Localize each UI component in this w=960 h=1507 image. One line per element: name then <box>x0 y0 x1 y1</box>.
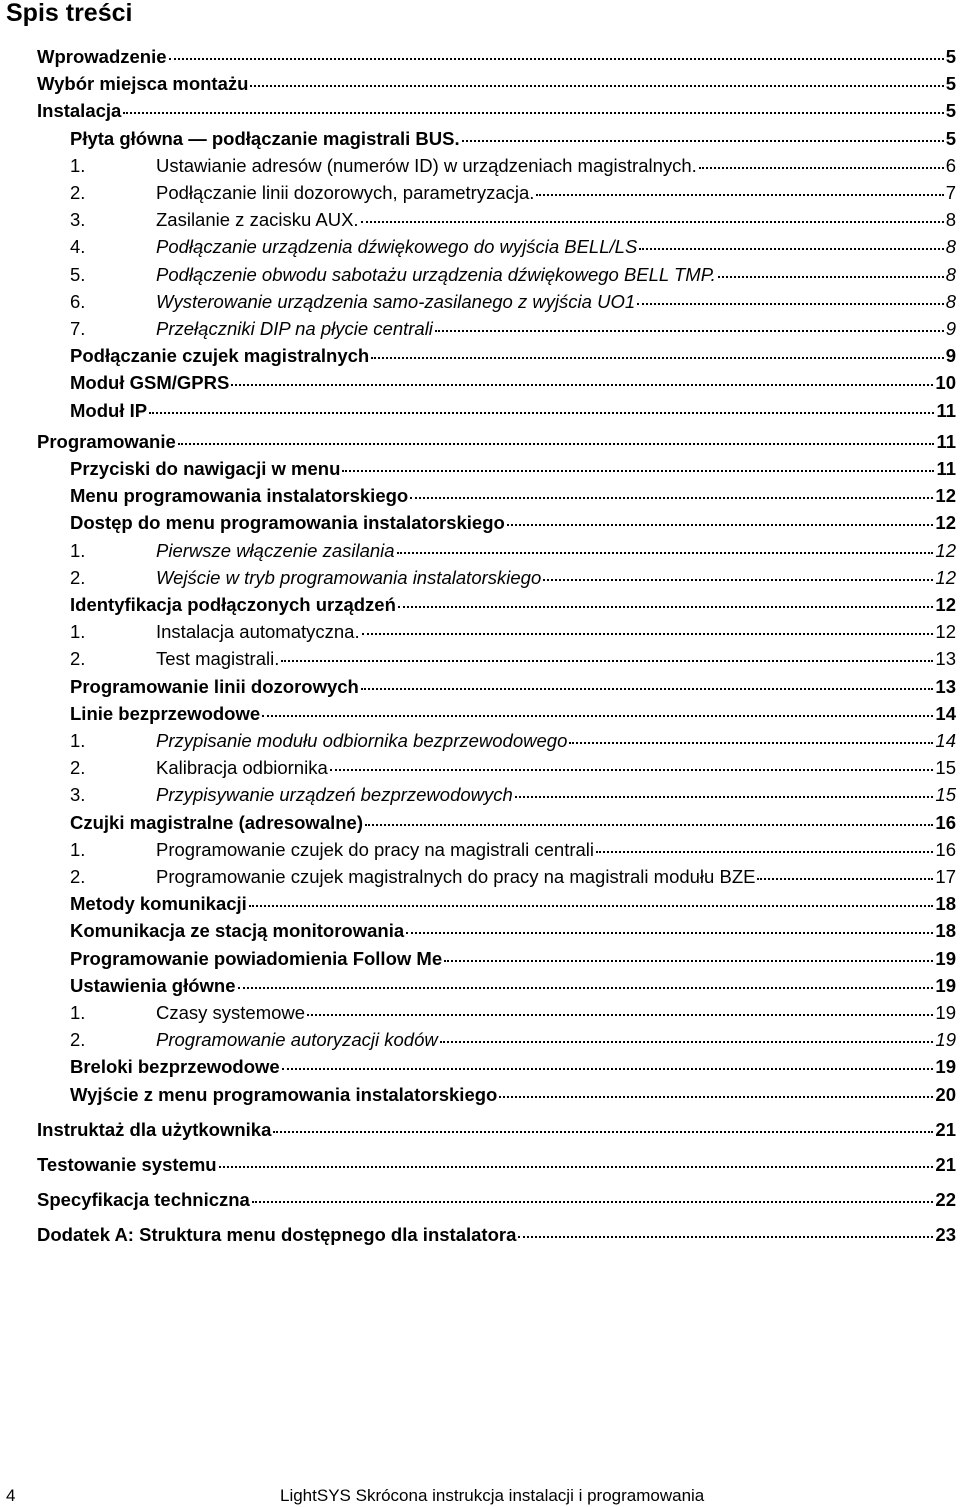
toc-entry[interactable] <box>70 702 956 726</box>
toc-entry-page: 21 <box>935 1118 956 1140</box>
toc-entry-number: 2. <box>70 648 86 670</box>
toc-entry[interactable] <box>37 1153 956 1177</box>
toc-dot-leader <box>435 330 944 332</box>
toc-entry-number: 2. <box>70 1029 86 1051</box>
toc-entry-page: 5 <box>945 73 956 95</box>
toc-entry-page: 9 <box>945 345 956 367</box>
toc-dot-leader <box>398 606 934 608</box>
toc-dot-leader <box>507 524 934 526</box>
toc-entry-number: 2. <box>70 866 86 887</box>
toc-dot-leader <box>462 140 944 142</box>
toc-entry-title: Moduł IP <box>70 399 148 421</box>
toc-entry-page: 17 <box>935 866 956 887</box>
toc-entry-page: 8 <box>945 236 956 258</box>
toc-entry-title: Przełączniki DIP na płycie centrali <box>156 318 433 339</box>
toc-entry-page: 19 <box>935 947 956 969</box>
toc-entry-number: 1. <box>70 1002 86 1023</box>
toc-entry-title: Czasy systemowe <box>156 1002 306 1023</box>
footer-document-title: LightSYS Skrócona instrukcja instalacji i programowania <box>280 1486 705 1505</box>
toc-entry-number: 2. <box>70 757 86 779</box>
toc-entry[interactable] <box>37 1223 956 1247</box>
toc-entry-title: Podłączanie czujek magistralnych <box>70 345 370 367</box>
toc-entry-title: Programowanie czujek magistralnych do pracy na magistrali modułu BZE <box>156 866 756 887</box>
toc-dot-leader <box>149 412 934 414</box>
toc-entry[interactable] <box>70 729 956 753</box>
toc-entry-number: 1. <box>70 730 86 751</box>
toc-entry-title: Testowanie systemu <box>37 1154 217 1175</box>
toc-entry[interactable] <box>37 99 956 123</box>
toc-entry[interactable] <box>70 1055 956 1079</box>
toc-dot-leader <box>342 470 934 472</box>
toc-entry-page: 18 <box>935 893 956 915</box>
toc-entry-title: Przyciski do nawigacji w menu <box>70 458 341 479</box>
toc-entry[interactable] <box>70 947 956 971</box>
toc-dot-leader <box>536 194 943 196</box>
toc-dot-leader <box>410 497 933 499</box>
toc-entry-page: 13 <box>935 648 956 670</box>
toc-entry-page: 12 <box>935 539 956 561</box>
toc-dot-leader <box>718 276 944 278</box>
toc-entry-page: 12 <box>935 512 956 534</box>
toc-entry-title: Wyjście z menu programowania instalatorskiego <box>70 1083 498 1105</box>
toc-dot-leader <box>596 851 933 853</box>
toc-entry-number: 3. <box>70 784 86 806</box>
toc-entry-page: 14 <box>935 702 956 724</box>
toc-entry[interactable] <box>70 290 956 314</box>
toc-dot-leader <box>123 112 943 114</box>
toc-entry[interactable] <box>70 892 956 916</box>
toc-entry[interactable] <box>70 1083 956 1107</box>
toc-entry-page: 14 <box>935 730 956 751</box>
toc-entry-page: 12 <box>935 594 956 615</box>
toc-entry[interactable] <box>70 1028 956 1052</box>
toc-dot-leader <box>307 1014 933 1016</box>
toc-entry-title: Programowanie czujek do pracy na magistrali centrali <box>156 838 595 860</box>
toc-entry-page: 9 <box>945 318 956 339</box>
toc-entry-title: Identyfikacja podłączonych urządzeń <box>70 594 396 615</box>
toc-entry[interactable] <box>70 235 956 259</box>
toc-entry[interactable] <box>70 263 956 287</box>
toc-dot-leader <box>330 769 934 771</box>
toc-entry-number: 3. <box>70 209 86 231</box>
toc-entry-number: 1. <box>70 621 86 643</box>
toc-entry-title: Programowanie linii dozorowych <box>70 675 359 697</box>
toc-entry[interactable] <box>70 371 956 395</box>
toc-entry-title: Dostęp do menu programowania instalatorskiego <box>70 512 505 534</box>
toc-entry-page: 22 <box>935 1189 956 1211</box>
toc-entry-page: 11 <box>936 458 956 479</box>
toc-entry-number: 1. <box>70 539 86 561</box>
toc-dot-leader <box>397 552 934 554</box>
toc-entry-page: 19 <box>935 1029 956 1051</box>
toc-entry-title: Programowanie powiadomienia Follow Me <box>70 947 443 969</box>
toc-dot-leader <box>178 443 935 445</box>
toc-dot-leader <box>637 303 944 305</box>
toc-entry-title: Ustawienia główne <box>70 974 236 996</box>
toc-entry-title: Czujki magistralne (adresowalne) <box>70 811 364 833</box>
toc-dot-leader <box>518 1236 933 1238</box>
toc-entry-title: Instruktaż dla użytkownika <box>37 1118 272 1140</box>
toc-entry-number: 2. <box>70 182 86 203</box>
toc-entry-number: 5. <box>70 263 86 285</box>
toc-entry[interactable] <box>70 756 956 780</box>
toc-entry[interactable] <box>70 838 956 862</box>
toc-entry-title: Metody komunikacji <box>70 893 247 915</box>
toc-entry[interactable] <box>70 154 956 178</box>
toc-dot-leader <box>440 1041 934 1043</box>
toc-entry-page: 8 <box>945 263 956 285</box>
toc-entry-page: 10 <box>935 372 956 394</box>
toc-entry-title: Wybór miejsca montażu <box>37 73 249 95</box>
toc-entry-title: Ustawianie adresów (numerów ID) w urządzeniach magistralnych. <box>156 154 697 176</box>
toc-entry-page: 6 <box>945 154 956 176</box>
toc-entry[interactable] <box>70 484 956 508</box>
toc-dot-leader <box>219 1166 934 1168</box>
toc-entry-page: 5 <box>945 100 956 122</box>
toc-entry[interactable] <box>70 811 956 835</box>
toc-entry-page: 7 <box>945 182 956 203</box>
toc-entry-page: 12 <box>935 621 956 643</box>
toc-entry-page: 13 <box>935 675 956 697</box>
toc-entry-title: Instalacja <box>37 100 122 122</box>
toc-entry-page: 12 <box>935 485 956 507</box>
toc-dot-leader <box>499 1096 933 1098</box>
toc-entry-title: Menu programowania instalatorskiego <box>70 485 409 507</box>
toc-entry[interactable] <box>70 399 956 423</box>
toc-entry[interactable] <box>70 919 956 943</box>
toc-dot-leader <box>231 384 933 386</box>
toc-entry[interactable] <box>37 72 956 96</box>
toc-entry[interactable] <box>70 783 956 807</box>
toc-entry-title: Breloki bezprzewodowe <box>70 1056 280 1078</box>
toc-dot-leader <box>169 58 944 60</box>
toc-dot-leader <box>252 1201 934 1203</box>
toc-entry-title: Kalibracja odbiornika <box>156 757 328 779</box>
toc-entry-page: 16 <box>935 838 956 860</box>
toc-entry-title: Komunikacja ze stacją monitorowania <box>70 920 405 942</box>
toc-entry[interactable] <box>70 181 956 205</box>
toc-entry-title: Zasilanie z zacisku AUX. <box>156 209 359 231</box>
toc-entry[interactable] <box>70 511 956 535</box>
toc-entry-page: 15 <box>935 757 956 779</box>
toc-entry[interactable] <box>70 566 956 590</box>
toc-entry[interactable] <box>70 620 956 644</box>
toc-entry[interactable] <box>70 1001 956 1025</box>
toc-entry[interactable] <box>37 430 956 454</box>
toc-entry-page: 15 <box>935 784 956 806</box>
toc-dot-leader <box>273 1131 933 1133</box>
toc-entry-page: 8 <box>945 290 956 312</box>
toc-entry-page: 16 <box>935 811 956 833</box>
toc-dot-leader <box>282 1068 934 1070</box>
toc-dot-leader <box>757 878 933 880</box>
toc-entry-title: Specyfikacja techniczna <box>37 1189 250 1211</box>
toc-entry-title: Podłączenie obwodu sabotażu urządzenia dźwiękowego BELL TMP. <box>156 263 716 285</box>
toc-dot-leader <box>362 633 934 635</box>
toc-dot-leader <box>569 742 933 744</box>
toc-entry-title: Programowanie <box>37 430 176 452</box>
toc-entry-title: Przypisywanie urządzeń bezprzewodowych <box>156 784 513 806</box>
toc-entry[interactable] <box>70 675 956 699</box>
toc-entry-title: Dodatek A: Struktura menu dostępnego dla instalatora <box>37 1224 517 1246</box>
toc-entry-title: Płyta główna — podłączanie magistrali BUS. <box>70 127 460 149</box>
toc-entry-page: 5 <box>945 46 956 67</box>
toc-entry-title: Podłączanie linii dozorowych, parametryzacja. <box>156 182 535 203</box>
toc-entry[interactable] <box>37 45 956 69</box>
toc-entry-title: Instalacja automatyczna. <box>156 621 360 643</box>
toc-entry-title: Pierwsze włączenie zasilania <box>156 539 395 561</box>
toc-entry-number: 7. <box>70 318 86 339</box>
toc-entry-number: 1. <box>70 838 86 860</box>
toc-entry-page: 12 <box>935 566 956 588</box>
toc-entry-page: 23 <box>935 1224 956 1246</box>
toc-entry-number: 6. <box>70 290 86 312</box>
toc-dot-leader <box>249 905 934 907</box>
toc-dot-leader <box>238 987 934 989</box>
toc-dot-leader <box>365 824 933 826</box>
toc-dot-leader <box>250 85 943 87</box>
toc-entry-number: 2. <box>70 566 86 588</box>
toc-dot-leader <box>361 221 944 223</box>
toc-entry-page: 21 <box>935 1154 956 1175</box>
toc-entry-number: 1. <box>70 154 86 176</box>
toc-dot-leader <box>444 960 933 962</box>
toc-dot-leader <box>639 248 943 250</box>
toc-entry[interactable] <box>70 539 956 563</box>
toc-entry-title: Wejście w tryb programowania instalatorskiego <box>156 566 542 588</box>
toc-entry[interactable] <box>70 317 956 341</box>
toc-dot-leader <box>515 796 934 798</box>
toc-entry-page: 18 <box>935 920 956 942</box>
toc-entry-title: Moduł GSM/GPRS <box>70 372 230 394</box>
toc-dot-leader <box>543 579 933 581</box>
toc-entry-page: 19 <box>935 1056 956 1078</box>
toc-dot-leader <box>262 715 933 717</box>
toc-entry-title: Wysterowanie urządzenia samo-zasilanego z wyjścia UO1 <box>156 290 636 312</box>
toc-entry[interactable] <box>37 1118 956 1142</box>
page-title: Spis treści <box>6 0 133 27</box>
toc-entry-title: Test magistrali. <box>156 648 280 670</box>
toc-entry-title: Podłączanie urządzenia dźwiękowego do wyjścia BELL/LS <box>156 236 638 258</box>
toc-entry[interactable] <box>70 974 956 998</box>
toc-entry-page: 20 <box>935 1083 956 1105</box>
toc-entry[interactable] <box>70 208 956 232</box>
toc-entry-title: Przypisanie modułu odbiornika bezprzewodowego <box>156 730 568 751</box>
toc-entry-title: Wprowadzenie <box>37 46 167 67</box>
toc-entry-page: 8 <box>945 209 956 231</box>
toc-entry[interactable] <box>70 344 956 368</box>
toc-dot-leader <box>406 932 933 934</box>
toc-entry-number: 4. <box>70 236 86 258</box>
toc-entry[interactable] <box>70 865 956 889</box>
toc-dot-leader <box>371 357 944 359</box>
toc-entry[interactable] <box>70 127 956 151</box>
footer-page-number: 4 <box>6 1486 16 1505</box>
toc-entry[interactable] <box>37 1188 956 1212</box>
toc-entry-page: 19 <box>935 974 956 996</box>
toc-entry-page: 11 <box>936 399 956 421</box>
toc-entry[interactable] <box>70 647 956 671</box>
toc-entry[interactable] <box>70 593 956 617</box>
toc-dot-leader <box>281 660 933 662</box>
toc-entry[interactable] <box>70 457 956 481</box>
toc-entry-page: 5 <box>945 127 956 149</box>
toc-entry-title: Programowanie autoryzacji kodów <box>156 1029 438 1051</box>
toc-entry-page: 19 <box>935 1002 956 1023</box>
toc-entry-page: 11 <box>936 430 956 452</box>
toc-entry-title: Linie bezprzewodowe <box>70 702 261 724</box>
toc-dot-leader <box>361 688 934 690</box>
toc-dot-leader <box>699 167 944 169</box>
